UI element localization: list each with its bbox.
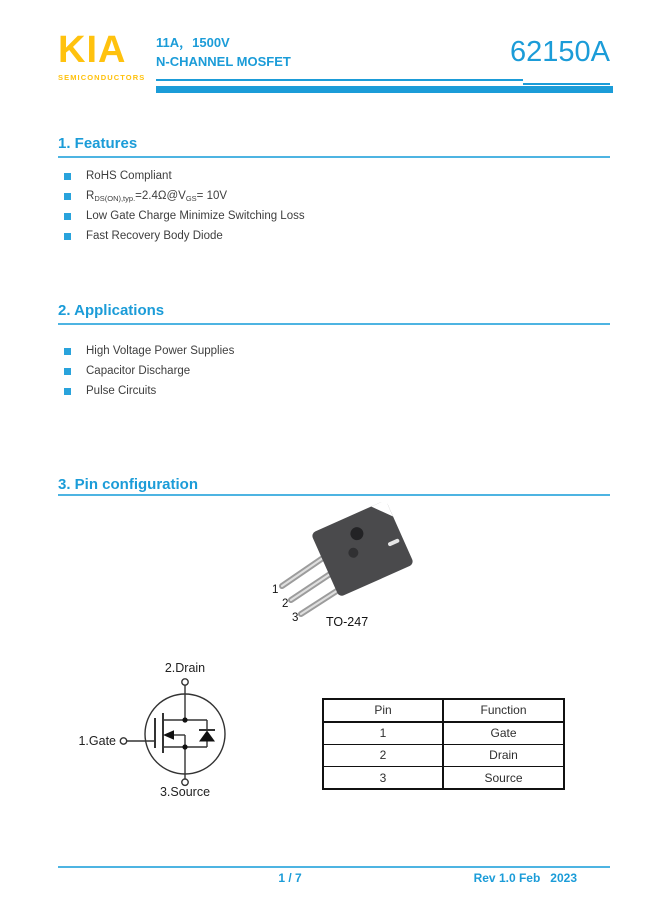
body-diode-icon <box>199 731 215 742</box>
revision-label: Rev 1.0 Feb 2023 <box>473 871 577 885</box>
list-item <box>58 230 305 243</box>
pin-number-cell: 2 <box>323 744 443 767</box>
pin-config-rule <box>58 494 610 496</box>
features-title: 1. Features <box>58 135 138 152</box>
table-header-pin: Pin <box>323 699 443 722</box>
drain-label: 2.Drain <box>164 661 206 675</box>
list-item <box>58 365 234 378</box>
bullet-square-icon <box>64 213 71 220</box>
feature-text: Low Gate Charge Minimize Switching Loss <box>86 210 305 222</box>
applications-title: 2. Applications <box>58 302 165 319</box>
table-header-row <box>323 699 564 722</box>
list-item <box>58 210 305 223</box>
table-row <box>323 722 564 745</box>
kia-logo <box>58 30 168 82</box>
list-item <box>58 170 305 183</box>
header-thin-rule-right <box>523 83 610 85</box>
bullet-square-icon <box>64 193 71 200</box>
part-number: 62150A <box>510 36 610 68</box>
pin-function-table <box>322 698 565 790</box>
source-label: 3.Source <box>159 785 211 799</box>
applications-list <box>58 345 234 405</box>
footer-rule <box>58 866 610 868</box>
gate-label: 1.Gate <box>78 734 116 748</box>
pin-callout-3: 3 <box>292 612 299 624</box>
pin-function-cell: Gate <box>443 722 564 745</box>
pin-number-cell: 3 <box>323 767 443 790</box>
bullet-square-icon <box>64 233 71 240</box>
list-item <box>58 345 234 358</box>
logo-subtext: SEMICONDUCTORS <box>58 73 146 82</box>
pin-callout-1: 1 <box>272 584 279 596</box>
pin-number-cell: 1 <box>323 722 443 745</box>
bullet-square-icon <box>64 173 71 180</box>
to247-package-image <box>252 502 432 637</box>
pin-function-cell: Source <box>443 767 564 790</box>
header-thin-rule-left <box>156 79 523 81</box>
table-row <box>323 744 564 767</box>
package-body <box>311 502 414 597</box>
features-list <box>58 170 305 250</box>
features-rule <box>58 156 610 158</box>
bullet-square-icon <box>64 348 71 355</box>
logo-text: KIA <box>58 29 127 71</box>
pin-callout-2: 2 <box>282 598 289 610</box>
channel-arrow-icon <box>163 730 174 740</box>
application-text: Pulse Circuits <box>86 385 157 397</box>
feature-text: Fast Recovery Body Diode <box>86 230 223 242</box>
device-type: N-CHANNEL MOSFET <box>156 54 291 69</box>
feature-text: RoHS Compliant <box>86 170 172 182</box>
package-name-label: TO-247 <box>326 615 369 629</box>
bullet-square-icon <box>64 368 71 375</box>
pin-function-cell: Drain <box>443 744 564 767</box>
bullet-square-icon <box>64 388 71 395</box>
header-accent-bar <box>156 86 613 93</box>
application-text: High Voltage Power Supplies <box>86 345 235 357</box>
applications-rule <box>58 323 610 325</box>
list-item <box>58 190 305 203</box>
page-number: 1 / 7 <box>278 871 302 885</box>
mosfet-symbol-diagram <box>60 660 310 800</box>
application-text: Capacitor Discharge <box>86 365 191 377</box>
table-row <box>323 767 564 790</box>
pin-config-title: 3. Pin configuration <box>58 476 199 493</box>
device-rating: 11A，1500V <box>156 35 230 50</box>
table-header-function: Function <box>443 699 564 722</box>
device-summary <box>156 33 291 71</box>
list-item <box>58 385 234 398</box>
feature-text: $R_{DS(ON),typ.}=2.4\Omega@V_{GS}= 10V$ <box>86 190 228 203</box>
